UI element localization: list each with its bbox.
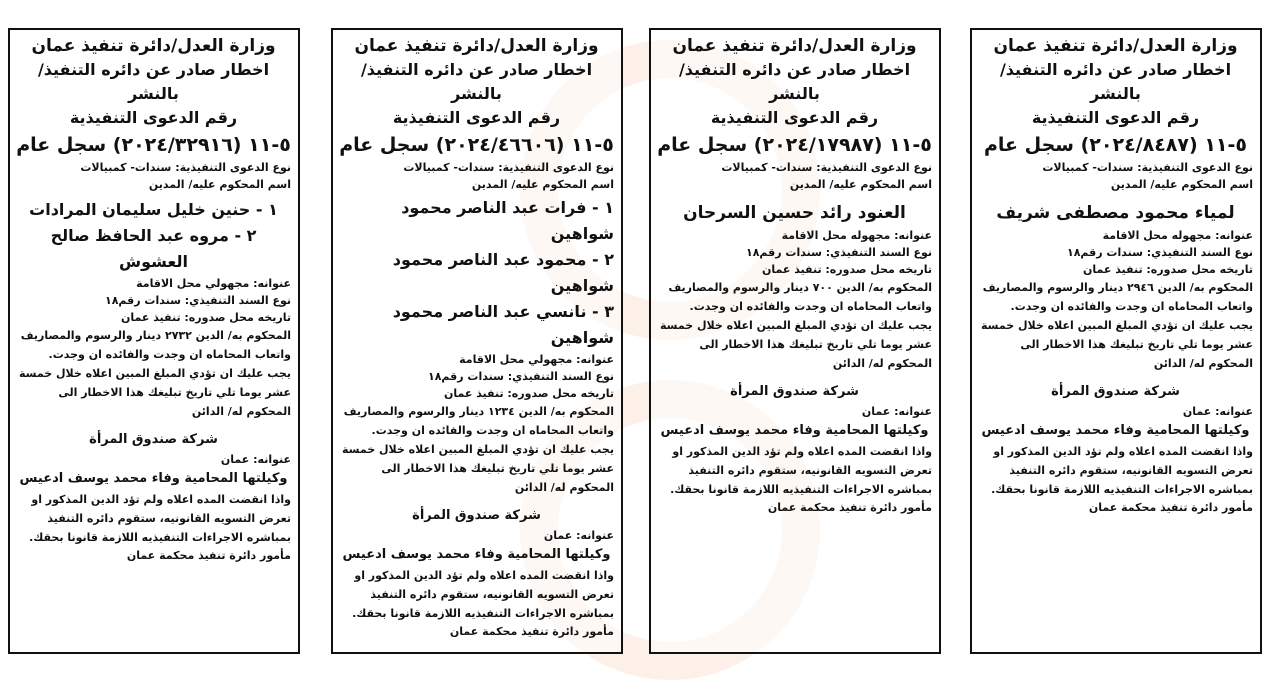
case-type: نوع الدعوى التنفيذية: سندات- كمبيالات [721, 161, 932, 174]
creditor-address: عنوانه: عمان [1182, 405, 1253, 418]
defendant-label: اسم المحكوم عليه/ المدين [789, 178, 932, 191]
defendant-address: عنوانه: مجهوله محل الاقامة [1102, 229, 1253, 242]
notice-subtitle: اخطار صادر عن دائره التنفيذ/ بالنشر [37, 60, 270, 103]
case-type: نوع الدعوى التنفيذية: سندات- كمبيالات [80, 161, 291, 174]
closing-text: واذا انقضت المده اعلاه ولم تؤد الدين المذكور او تعرض التسويه القانونيه، ستقوم دائره التنفيذ بمباشره الاجراءات التنفيذيه اللازمة قانونا بحقك. [352, 569, 614, 620]
defendant-name: ٣ - نانسي عبد الناصر محمود شواهين [392, 302, 614, 347]
notice-card [8, 28, 300, 654]
officer-signature: مأمور دائرة تنفيذ محكمة عمان [449, 625, 614, 638]
case-number: ٥-١١ (٢٠٢٤/٤٦٦٠٦) سجل عام [339, 134, 614, 156]
creditor-address: عنوانه: عمان [861, 405, 932, 418]
document-type: نوع السند التنفيذي: سندات رقم١٨ [1066, 246, 1253, 259]
case-type: نوع الدعوى التنفيذية: سندات- كمبيالات [1042, 161, 1253, 174]
case-label: رقم الدعوى التنفيذية [710, 108, 879, 127]
document-type: نوع السند التنفيذي: سندات رقم١٨ [745, 246, 932, 259]
creditor-company: شركة صندوق المرأة [730, 384, 859, 399]
creditor-company: شركة صندوق المرأة [1051, 384, 1180, 399]
ministry-heading: وزارة العدل/دائرة تنفيذ عمان [672, 36, 917, 56]
case-number: ٥-١١ (٢٠٢٤/٣٢٩١٦) سجل عام [16, 134, 291, 156]
notice-card [649, 28, 941, 654]
case-type: نوع الدعوى التنفيذية: سندات- كمبيالات [403, 161, 614, 174]
defendant-name: ١ - حنين خليل سليمان المرادات [29, 200, 278, 219]
demand-text: يجب عليك ان تؤدي المبلغ المبين اعلاه خلال خمسة عشر يوما تلي تاريخ تبليغك هذا الاخطار الى المحكوم له/ الدائن [341, 443, 614, 494]
officer-signature: مأمور دائرة تنفيذ محكمة عمان [767, 501, 932, 514]
issue-place: تاريخه محل صدوره: تنفيذ عمان [120, 311, 291, 324]
defendant-label: اسم المحكوم عليه/ المدين [1110, 178, 1253, 191]
creditor-company: شركة صندوق المرأة [412, 508, 541, 523]
document-type: نوع السند التنفيذي: سندات رقم١٨ [104, 294, 291, 307]
defendant-label: اسم المحكوم عليه/ المدين [471, 178, 614, 191]
creditor-address: عنوانه: عمان [543, 529, 614, 542]
closing-text: واذا انقضت المده اعلاه ولم تؤد الدين المذكور او تعرض التسويه القانونيه، ستقوم دائره التنفيذ بمباشره الاجراءات التنفيذيه اللازمة قانونا بحقك. [29, 493, 291, 544]
defendant-address: عنوانه: مجهوله محل الاقامة [781, 229, 932, 242]
ministry-heading: وزارة العدل/دائرة تنفيذ عمان [993, 36, 1238, 56]
notice-subtitle: اخطار صادر عن دائره التنفيذ/ بالنشر [999, 60, 1232, 103]
creditor-agent: وكيلتها المحامية وفاء محمد يوسف ادعيس [981, 423, 1250, 438]
case-label: رقم الدعوى التنفيذية [69, 108, 238, 127]
creditor-company: شركة صندوق المرأة [89, 432, 218, 447]
defendant-name: ٢ - مروه عبد الحافظ صالح العشوش [50, 226, 257, 271]
creditor-agent: وكيلتها المحامية وفاء محمد يوسف ادعيس [19, 471, 288, 486]
notice-card [331, 28, 623, 654]
demand-text: يجب عليك ان تؤدي المبلغ المبين اعلاه خلال خمسة عشر يوما تلي تاريخ تبليغك هذا الاخطار الى المحكوم له/ الدائن [18, 367, 291, 418]
defendant-label: اسم المحكوم عليه/ المدين [148, 178, 291, 191]
creditor-agent: وكيلتها المحامية وفاء محمد يوسف ادعيس [342, 547, 611, 562]
defendant-address: عنوانه: مجهولي محل الاقامة [459, 353, 614, 366]
ministry-heading: وزارة العدل/دائرة تنفيذ عمان [354, 36, 599, 56]
case-number: ٥-١١ (٢٠٢٤/١٧٩٨٧) سجل عام [657, 134, 932, 156]
issue-place: تاريخه محل صدوره: تنفيذ عمان [761, 263, 932, 276]
case-label: رقم الدعوى التنفيذية [392, 108, 561, 127]
creditor-agent: وكيلتها المحامية وفاء محمد يوسف ادعيس [660, 423, 929, 438]
amount-text: المحكوم به/ الدين ٢٧٣٢ دينار والرسوم والمصاريف واتعاب المحاماه ان وجدت والفائده ان وجدت. [20, 329, 291, 361]
case-label: رقم الدعوى التنفيذية [1031, 108, 1200, 127]
creditor-address: عنوانه: عمان [220, 453, 291, 466]
case-number: ٥-١١ (٢٠٢٤/٨٤٨٧) سجل عام [983, 134, 1248, 156]
closing-text: واذا انقضت المده اعلاه ولم تؤد الدين المذكور او تعرض التسويه القانونيه، ستقوم دائره التنفيذ بمباشره الاجراءات التنفيذيه اللازمة قانونا بحقك. [670, 445, 932, 496]
notice-subtitle: اخطار صادر عن دائره التنفيذ/ بالنشر [678, 60, 911, 103]
notice-subtitle: اخطار صادر عن دائره التنفيذ/ بالنشر [360, 60, 593, 103]
closing-text: واذا انقضت المده اعلاه ولم تؤد الدين المذكور او تعرض التسويه القانونيه، ستقوم دائره التنفيذ بمباشره الاجراءات التنفيذيه اللازمة قانونا بحقك. [991, 445, 1253, 496]
amount-text: المحكوم به/ الدين ١٢٣٤ دينار والرسوم والمصاريف واتعاب المحاماه ان وجدت والفائده ان وجدت. [343, 405, 614, 437]
amount-text: المحكوم به/ الدين ٢٩٤٦ دينار والرسوم والمصاريف واتعاب المحاماه ان وجدت والفائده ان وجدت. [982, 281, 1253, 313]
notice-card [970, 28, 1262, 654]
defendant-address: عنوانه: مجهولي محل الاقامة [136, 277, 291, 290]
officer-signature: مأمور دائرة تنفيذ محكمة عمان [1088, 501, 1253, 514]
issue-place: تاريخه محل صدوره: تنفيذ عمان [1082, 263, 1253, 276]
defendant-name: ٢ - محمود عبد الناصر محمود شواهين [392, 250, 614, 295]
demand-text: يجب عليك ان تؤدي المبلغ المبين اعلاه خلال خمسة عشر يوما تلي تاريخ تبليغك هذا الاخطار الى المحكوم له/ الدائن [980, 319, 1253, 370]
defendant-name: ١ - فرات عبد الناصر محمود شواهين [401, 198, 614, 243]
document-type: نوع السند التنفيذي: سندات رقم١٨ [427, 370, 614, 383]
defendant-name: العنود رائد حسين السرحان [683, 203, 906, 223]
demand-text: يجب عليك ان تؤدي المبلغ المبين اعلاه خلال خمسة عشر يوما تلي تاريخ تبليغك هذا الاخطار الى المحكوم له/ الدائن [659, 319, 932, 370]
amount-text: المحكوم به/ الدين ٧٠٠ دينار والرسوم والمصاريف واتعاب المحاماه ان وجدت والفائده ان وجدت. [668, 281, 932, 313]
issue-place: تاريخه محل صدوره: تنفيذ عمان [443, 387, 614, 400]
defendant-name: لمياء محمود مصطفى شريف [996, 203, 1235, 223]
ministry-heading: وزارة العدل/دائرة تنفيذ عمان [31, 36, 276, 56]
officer-signature: مأمور دائرة تنفيذ محكمة عمان [126, 549, 291, 562]
